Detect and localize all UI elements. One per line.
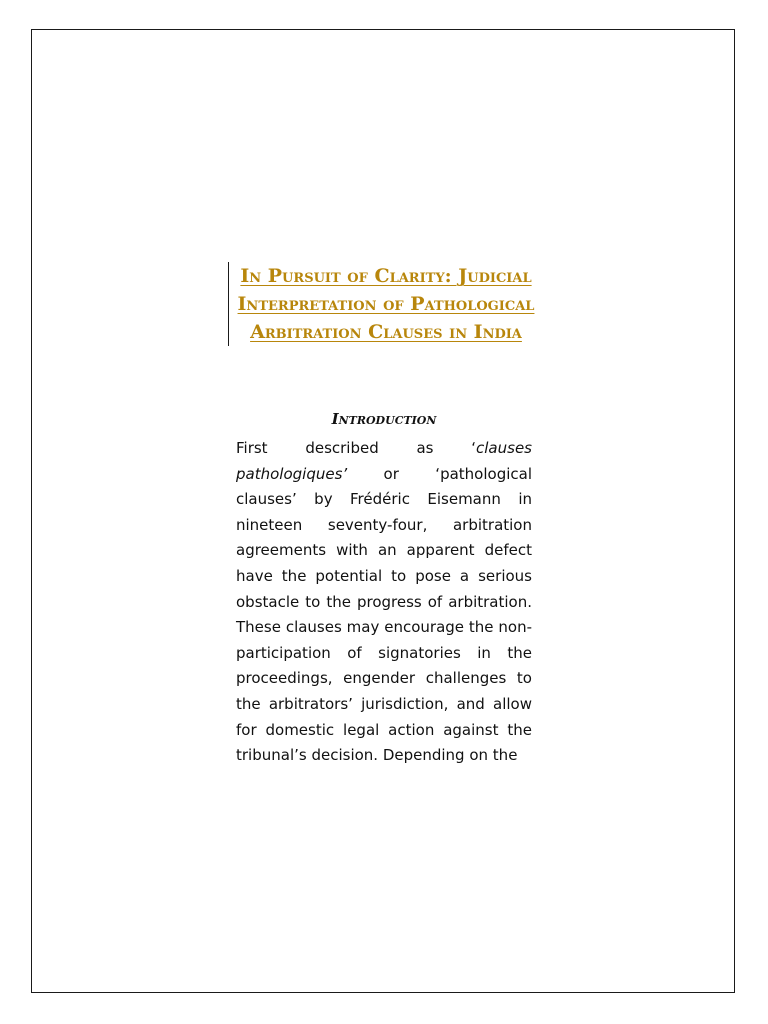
paragraph-text-start: First described as ‘ xyxy=(236,439,477,457)
paragraph-italic-term: clauses pathologiques’ xyxy=(236,439,532,483)
title-block xyxy=(228,262,535,346)
section-heading: Introduction xyxy=(331,410,437,428)
document-page xyxy=(31,29,735,993)
paragraph-text-rest: or ‘pathological clauses’ by Frédéric Eisemann in nineteen seventy-four, arbitration agreements with an apparent defect have the potential to pose a serious obstacle to the progress of arbitration. These clauses may encourage the non-participation of signatories in the proceedings, engender challenges to the arbitrators’ jurisdiction, and allow for domestic legal action against the tribunal’s decision. Depending on the xyxy=(236,464,532,765)
document-title: In Pursuit of Clarity: Judicial Interpretation of Pathological Arbitration Clauses in India xyxy=(237,265,535,343)
intro-paragraph xyxy=(236,436,532,769)
